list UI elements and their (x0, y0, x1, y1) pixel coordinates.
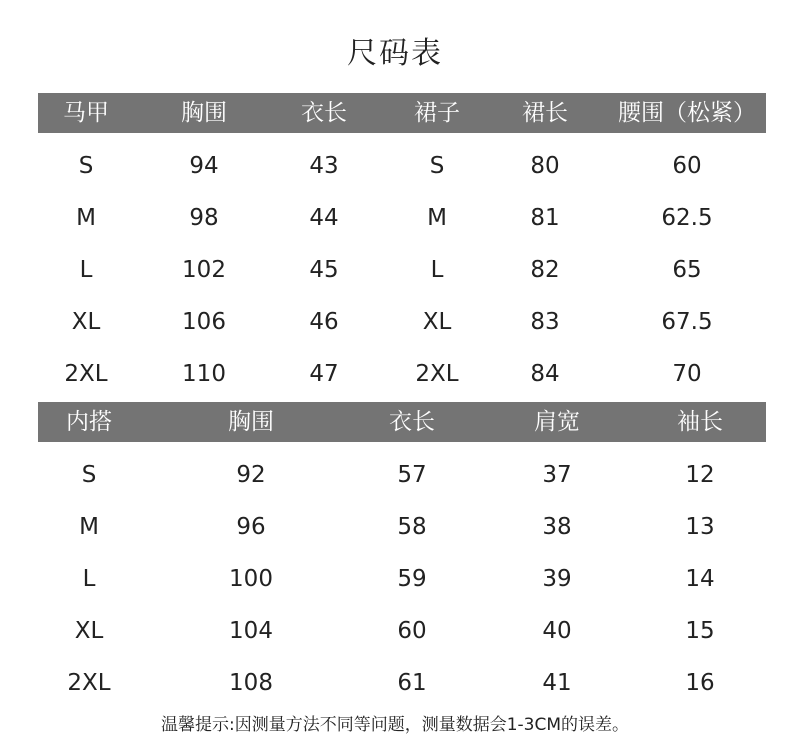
table2-cell: 96 (236, 514, 266, 540)
table1-cell: S (429, 153, 445, 179)
table2-cell: 12 (685, 462, 715, 488)
table1-cell: 94 (189, 153, 219, 179)
table1-cell: 102 (182, 257, 226, 283)
table1-cell: M (76, 205, 96, 231)
table2-header-cell: 肩宽 (534, 409, 580, 435)
table2-cell: 15 (685, 618, 715, 644)
table1-row (0, 192, 790, 244)
table2-cell: 57 (397, 462, 427, 488)
table1-cell: 47 (309, 361, 339, 387)
table2-cell: S (81, 462, 97, 488)
measurement-note: 温馨提示:因测量方法不同等问题，测量数据会1-3CM的误差。 (160, 715, 630, 735)
table1-header-cell: 腰围（松紧） (618, 100, 756, 126)
table2-cell: L (82, 566, 96, 592)
table2-cell: 61 (397, 670, 427, 696)
table2-header-cell: 衣长 (389, 409, 435, 435)
table2-header (38, 402, 766, 442)
table2-cell: M (79, 514, 99, 540)
table1-header-cell: 裙子 (414, 100, 460, 126)
table1-cell: 83 (530, 309, 560, 335)
page-title: 尺码表 (347, 36, 443, 71)
table1-header-cell: 裙长 (522, 100, 568, 126)
table1-cell: S (78, 153, 94, 179)
table2-header-cell: 袖长 (677, 409, 723, 435)
table1-cell: 81 (530, 205, 560, 231)
table1-row (0, 244, 790, 296)
table2-cell: 38 (542, 514, 572, 540)
table2-cell: 37 (542, 462, 572, 488)
table1-cell: 84 (530, 361, 560, 387)
table1-header-cell: 衣长 (301, 100, 347, 126)
table1-cell: 43 (309, 153, 339, 179)
table1-cell: 62.5 (661, 205, 713, 231)
table1-header-cell: 胸围 (181, 100, 227, 126)
table1-cell: XL (71, 309, 101, 335)
table1-cell: 106 (182, 309, 226, 335)
table2-row (0, 605, 790, 657)
table2-cell: 14 (685, 566, 715, 592)
table1-cell: 2XL (64, 361, 108, 387)
table1-cell: 82 (530, 257, 560, 283)
table1-cell: 70 (672, 361, 702, 387)
table2-cell: 104 (229, 618, 273, 644)
table1-cell: 44 (309, 205, 339, 231)
table2-cell: 100 (229, 566, 273, 592)
table1-row (0, 140, 790, 192)
table2-row (0, 553, 790, 605)
table2-cell: 16 (685, 670, 715, 696)
table1-cell: 45 (309, 257, 339, 283)
table1-cell: 60 (672, 153, 702, 179)
table1-row (0, 296, 790, 348)
table2-cell: 108 (229, 670, 273, 696)
table1-cell: M (427, 205, 447, 231)
table2-row (0, 657, 790, 709)
table1-cell: 110 (182, 361, 226, 387)
table2-cell: 13 (685, 514, 715, 540)
table2-cell: 39 (542, 566, 572, 592)
table2-cell: 58 (397, 514, 427, 540)
table2-header-cell: 内搭 (66, 409, 112, 435)
table1-row (0, 348, 790, 400)
table1-cell: 2XL (415, 361, 459, 387)
table2-cell: 2XL (67, 670, 111, 696)
table1-header (38, 93, 766, 133)
table2-header-cell: 胸围 (228, 409, 274, 435)
table2-cell: 41 (542, 670, 572, 696)
table2-cell: 92 (236, 462, 266, 488)
table2-cell: 59 (397, 566, 427, 592)
table2-row (0, 449, 790, 501)
table1-cell: L (430, 257, 444, 283)
table1-cell: 67.5 (661, 309, 713, 335)
table1-cell: 98 (189, 205, 219, 231)
table2-cell: XL (74, 618, 104, 644)
table1-cell: 46 (309, 309, 339, 335)
table1-cell: 65 (672, 257, 702, 283)
table2-cell: 40 (542, 618, 572, 644)
table2-row (0, 501, 790, 553)
table1-cell: XL (422, 309, 452, 335)
table1-cell: 80 (530, 153, 560, 179)
table1-header-cell: 马甲 (63, 100, 109, 126)
table1-cell: L (79, 257, 93, 283)
table2-cell: 60 (397, 618, 427, 644)
